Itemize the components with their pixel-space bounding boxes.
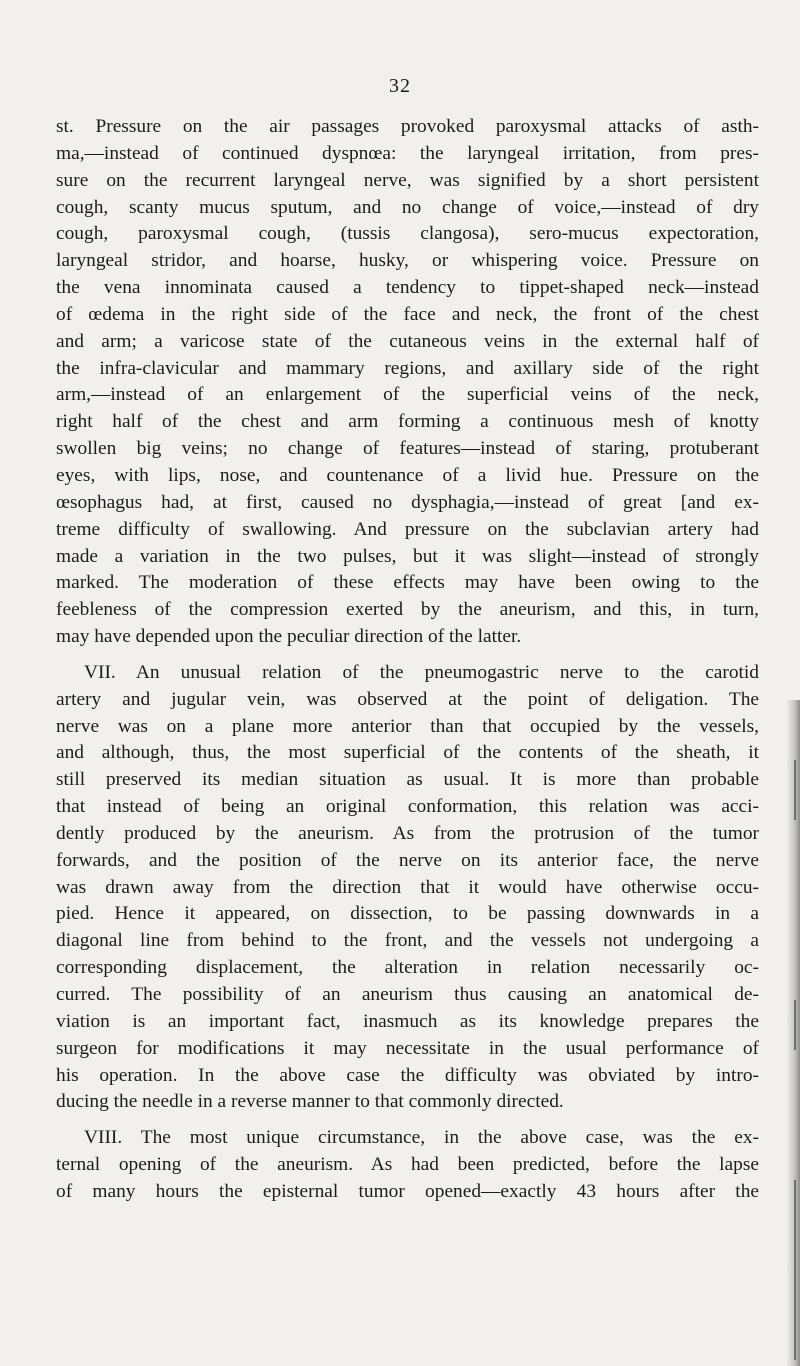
text-line: surgeon for modifications it may necessitate in the usual performance of [56,1037,759,1059]
text-line: treme difficulty of swallowing. And pressure on the subclavian artery had [56,518,759,540]
text-line: his operation. In the above case the difficulty was obviated by intro- [56,1064,759,1086]
paragraph [56,660,759,1116]
text-line: st. Pressure on the air passages provoked paroxysmal attacks of asth- [56,116,759,137]
paragraph [56,114,759,651]
text-line: VII. An unusual relation of the pneumogastric nerve to the carotid [84,661,759,683]
text-line: arm,—instead of an enlargement of the superficial veins of the neck, [56,384,759,406]
text-line: cough, paroxysmal cough, (tussis clangosa), sero-mucus expectoration, [56,223,759,245]
text-line: swollen big veins; no change of features—instead of staring, protuberant [56,438,759,460]
text-line: ma,—instead of continued dyspnœa: the laryngeal irritation, from pres- [56,142,759,164]
text-line: marked. The moderation of these effects may have been owing to the [56,572,759,594]
text-line: eyes, with lips, nose, and countenance of a livid hue. Pressure on the [56,464,759,486]
scan-edge-mark [794,1180,796,1360]
text-line: viation is an important fact, inasmuch as its knowledge prepares the [56,1010,759,1032]
text-line: the infra-clavicular and mammary regions, and axillary side of the right [56,357,759,379]
text-line: ternal opening of the aneurism. As had been predicted, before the lapse [56,1154,759,1176]
text-line: cough, scanty mucus sputum, and no change of voice,—instead of dry [56,196,759,218]
text-line: was drawn away from the direction that it would have otherwise occu- [56,876,759,898]
body-text [56,114,759,1206]
text-line: the vena innominata caused a tendency to tippet-shaped neck—instead [56,277,759,299]
text-line: of œdema in the right side of the face and neck, the front of the chest [56,303,759,325]
text-line: pied. Hence it appeared, on dissection, to be passing downwards in a [56,903,759,925]
text-line: forwards, and the position of the nerve on its anterior face, the nerve [56,849,759,871]
text-line: nerve was on a plane more anterior than that occupied by the vessels, [56,715,759,737]
text-line: diagonal line from behind to the front, and the vessels not undergoing a [56,930,759,952]
text-line: artery and jugular vein, was observed at the point of deligation. The [56,688,759,710]
text-line: may have depended upon the peculiar direction of the latter. [56,626,522,648]
text-line: sure on the recurrent laryngeal nerve, was signified by a short persistent [56,169,759,191]
text-line: ducing the needle in a reverse manner to that commonly directed. [56,1091,564,1113]
text-line: made a variation in the two pulses, but it was slight—instead of strongly [56,545,759,567]
scan-edge-mark [794,760,796,820]
text-line: curred. The possibility of an aneurism thus causing an anatomical de- [56,984,759,1005]
paragraph-gap [56,651,759,660]
text-line: and arm; a varicose state of the cutaneous veins in the external half of [56,330,759,352]
text-line: and although, thus, the most superficial of the contents of the sheath, it [56,742,759,764]
scan-edge-mark [794,1000,796,1050]
text-line: œsophagus had, at first, caused no dysphagia,—instead of great [and ex- [56,491,759,513]
page-number: 32 [389,75,411,97]
text-line: right half of the chest and arm forming a continuous mesh of knotty [56,411,759,433]
text-line: that instead of being an original conformation, this relation was acci- [56,796,759,818]
paragraph-gap [56,1116,759,1125]
scan-edge-shadow [786,700,800,1366]
text-line: laryngeal stridor, and hoarse, husky, or whispering voice. Pressure on [56,250,759,272]
text-line: of many hours the episternal tumor opened—exactly 43 hours after the [56,1180,759,1202]
text-line: dently produced by the aneurism. As from the protrusion of the tumor [56,822,759,844]
text-line: VIII. The most unique circumstance, in the above case, was the ex- [84,1127,759,1149]
text-line: still preserved its median situation as usual. It is more than probable [56,769,759,791]
text-line: corresponding displacement, the alteration in relation necessarily oc- [56,957,759,979]
text-line: feebleness of the compression exerted by the aneurism, and this, in turn, [56,599,759,621]
paragraph [56,1125,759,1206]
